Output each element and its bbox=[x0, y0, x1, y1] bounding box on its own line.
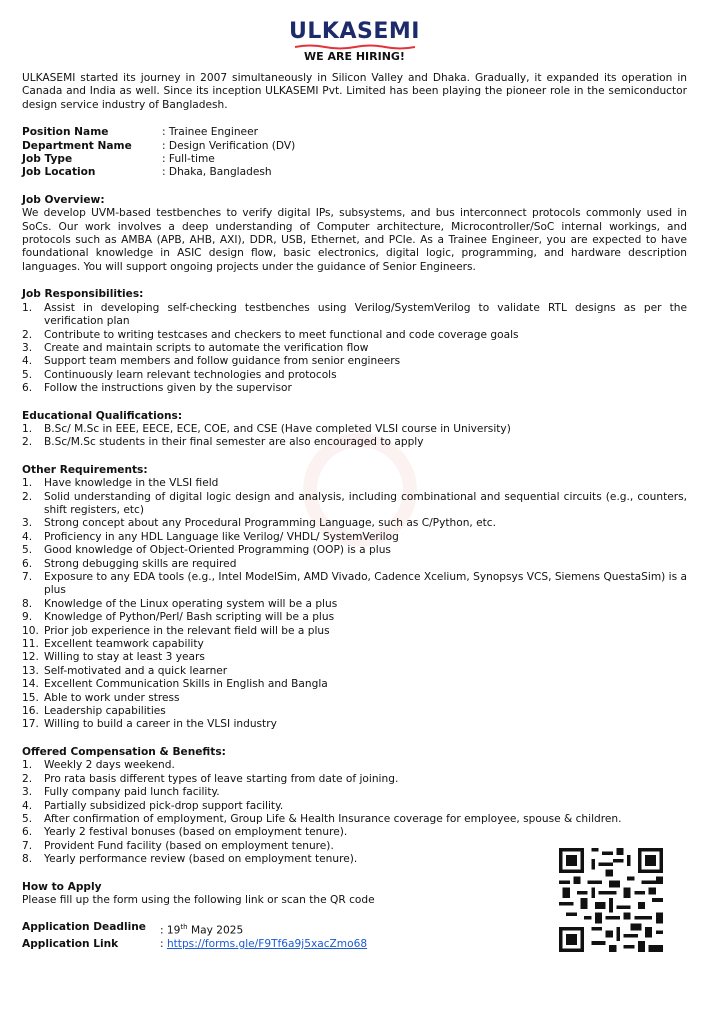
detail-value: : Full-time bbox=[162, 153, 215, 166]
overview-title: Job Overview: bbox=[22, 193, 105, 206]
list-item bbox=[22, 491, 687, 518]
list-item-number: 7. bbox=[22, 571, 33, 583]
list-item-text: Leadership capabilities bbox=[44, 705, 166, 718]
list-item bbox=[22, 342, 687, 355]
list-item-text: Weekly 2 days weekend. bbox=[44, 759, 175, 772]
list-item-text: Follow the instructions given by the supervisor bbox=[44, 382, 292, 395]
list-item-number: 5. bbox=[22, 368, 33, 381]
list-item bbox=[22, 705, 687, 718]
list-item bbox=[22, 692, 687, 705]
list-item-number: 6. bbox=[22, 557, 33, 570]
requirements-title: Other Requirements: bbox=[22, 463, 148, 476]
company-logo bbox=[0, 20, 709, 50]
list-item-text: Have knowledge in the VLSI field bbox=[44, 477, 219, 490]
list-item bbox=[22, 558, 687, 571]
list-item-text: Create and maintain scripts to automate the verification flow bbox=[44, 341, 369, 354]
list-item-number: 3. bbox=[22, 786, 33, 799]
logo-text: ULKASEMI bbox=[289, 19, 420, 44]
job-details bbox=[22, 126, 687, 180]
detail-value: : Trainee Engineer bbox=[162, 126, 258, 139]
list-item-text: Able to work under stress bbox=[44, 691, 180, 704]
list-item-text: Self-motivated and a quick learner bbox=[44, 664, 228, 677]
list-item bbox=[22, 436, 687, 449]
overview-text: We develop UVM-based testbenches to verify digital IPs, subsystems, and bus interconnect protocols commonly used in SoCs. Our work involves a deep understanding of Computer architecture, Microcontroller/SoC internal workings, and protocols such as AMBA (APB, AHB, AXI), DDR, USB, Ethernet, and PCIe. As a Trainee Engineer, you are expected to have foundational knowledge in ASIC design flow, basic electronics, digital logic, programming, and hardware description languages. You will support ongoing projects under the guidance of Senior Engineers. bbox=[22, 207, 687, 273]
posting-content bbox=[22, 72, 687, 952]
list-item-number: 2. bbox=[22, 490, 33, 503]
detail-key: Job Location bbox=[22, 166, 96, 179]
list-item-number: 1. bbox=[22, 477, 33, 490]
list-item-text: Exposure to any EDA tools (e.g., Intel ModelSim, AMD Vivado, Cadence Xcelium, Synopsys VCS, Siemens QuestaSim) is a plus bbox=[44, 571, 687, 597]
list-item-number: 12. bbox=[22, 651, 39, 664]
list-item-number: 9. bbox=[22, 611, 33, 624]
list-item-number: 2. bbox=[22, 436, 33, 449]
list-item-number: 3. bbox=[22, 341, 33, 354]
list-item-number: 17. bbox=[22, 718, 39, 731]
list-item bbox=[22, 571, 687, 598]
list-item-text: Yearly performance review (based on employment tenure). bbox=[44, 853, 358, 866]
list-item-number: 6. bbox=[22, 826, 33, 839]
list-item bbox=[22, 302, 687, 329]
list-item bbox=[22, 826, 687, 839]
detail-key: Job Type bbox=[22, 153, 73, 166]
list-item bbox=[22, 759, 687, 772]
list-item-text: Excellent Communication Skills in English and Bangla bbox=[44, 678, 328, 691]
list-item-number: 3. bbox=[22, 517, 33, 530]
list-item-text: Proficiency in any HDL Language like Verilog/ VHDL/ SystemVerilog bbox=[44, 530, 399, 543]
list-item bbox=[22, 665, 687, 678]
list-item-number: 4. bbox=[22, 355, 33, 368]
list-item bbox=[22, 355, 687, 368]
list-item bbox=[22, 813, 687, 826]
list-item-number: 4. bbox=[22, 530, 33, 543]
list-item bbox=[22, 718, 687, 731]
responsibilities-title: Job Responsibilities: bbox=[22, 288, 144, 301]
list-item bbox=[22, 544, 687, 557]
application-link[interactable]: https://forms.gle/F9Tf6a9j5xacZmo68 bbox=[166, 938, 368, 951]
list-item-text: Willing to stay at least 3 years bbox=[44, 651, 205, 664]
apply-title: How to Apply bbox=[22, 880, 102, 893]
benefits-title: Offered Compensation & Benefits: bbox=[22, 745, 226, 758]
list-item-number: 10. bbox=[22, 624, 39, 637]
list-item bbox=[22, 638, 687, 651]
list-item-number: 2. bbox=[22, 328, 33, 341]
list-item-number: 8. bbox=[22, 853, 33, 866]
list-item-text: Provident Fund facility (based on employment tenure). bbox=[44, 839, 334, 852]
deadline-month-year: May 2025 bbox=[187, 924, 244, 937]
list-item-number: 11. bbox=[22, 638, 39, 651]
list-item-number: 8. bbox=[22, 597, 33, 610]
list-item bbox=[22, 773, 687, 786]
list-item-text: Willing to build a career in the VLSI industry bbox=[44, 718, 277, 731]
list-item bbox=[22, 531, 687, 544]
list-item bbox=[22, 477, 687, 490]
list-item-number: 16. bbox=[22, 705, 39, 718]
detail-key: Position Name bbox=[22, 126, 109, 139]
list-item bbox=[22, 611, 687, 624]
list-item-text: Strong concept about any Procedural Programming Language, such as C/Python, etc. bbox=[44, 517, 497, 530]
list-item bbox=[22, 382, 687, 395]
list-item bbox=[22, 423, 687, 436]
list-item bbox=[22, 598, 687, 611]
link-label: Application Link bbox=[22, 938, 119, 951]
list-item-text: B.Sc/ M.Sc in EEE, EECE, ECE, COE, and CSE (Have completed VLSI course in University) bbox=[44, 422, 511, 435]
list-item-text: After confirmation of employment, Group Life & Health Insurance coverage for employee, spouse & children. bbox=[44, 812, 622, 825]
list-item-text: Contribute to writing testcases and checkers to meet functional and code coverage goals bbox=[44, 328, 519, 341]
list-item-number: 2. bbox=[22, 772, 33, 785]
hiring-banner: WE ARE HIRING! bbox=[304, 50, 405, 63]
list-item-number: 1. bbox=[22, 301, 33, 314]
deadline-suffix: th bbox=[180, 923, 188, 932]
list-item-number: 5. bbox=[22, 544, 33, 557]
list-item-number: 7. bbox=[22, 839, 33, 852]
list-item-number: 6. bbox=[22, 382, 33, 395]
list-item-text: Prior job experience in the relevant field will be a plus bbox=[44, 624, 330, 637]
detail-value: : Dhaka, Bangladesh bbox=[162, 166, 272, 179]
list-item bbox=[22, 786, 687, 799]
list-item bbox=[22, 651, 687, 664]
list-item-text: Fully company paid lunch facility. bbox=[44, 786, 220, 799]
list-item-text: B.Sc/M.Sc students in their final semester are also encouraged to apply bbox=[44, 436, 424, 449]
list-item-text: Strong debugging skills are required bbox=[44, 557, 237, 570]
list-item-text: Knowledge of Python/Perl/ Bash scripting will be a plus bbox=[44, 611, 335, 624]
education-list bbox=[22, 423, 687, 450]
deadline-label: Application Deadline bbox=[22, 921, 146, 934]
list-item-text: Knowledge of the Linux operating system will be a plus bbox=[44, 597, 338, 610]
list-item-text: Good knowledge of Object-Oriented Programming (OOP) is a plus bbox=[44, 544, 391, 557]
qr-code-icon[interactable] bbox=[559, 848, 663, 952]
list-item bbox=[22, 329, 687, 342]
list-item-text: Support team members and follow guidance from senior engineers bbox=[44, 355, 401, 368]
list-item-number: 1. bbox=[22, 422, 33, 435]
requirements-list bbox=[22, 477, 687, 732]
list-item-number: 13. bbox=[22, 664, 39, 677]
list-item bbox=[22, 678, 687, 691]
list-item-number: 4. bbox=[22, 799, 33, 812]
list-item bbox=[22, 800, 687, 813]
list-item-text: Pro rata basis different types of leave starting from date of joining. bbox=[44, 772, 399, 785]
list-item-text: Excellent teamwork capability bbox=[44, 638, 204, 651]
detail-key: Department Name bbox=[22, 139, 132, 152]
list-item bbox=[22, 517, 687, 530]
education-title: Educational Qualifications: bbox=[22, 409, 183, 422]
list-item-number: 1. bbox=[22, 759, 33, 772]
list-item-text: Continuously learn relevant technologies and protocols bbox=[44, 368, 337, 381]
apply-instructions: Please fill up the form using the following link or scan the QR code bbox=[22, 893, 375, 906]
responsibilities-list bbox=[22, 302, 687, 396]
list-item-number: 14. bbox=[22, 678, 39, 691]
list-item-text: Assist in developing self-checking testbenches using Verilog/SystemVerilog to validate RTL designs as per the verification plan bbox=[44, 301, 687, 328]
list-item-number: 15. bbox=[22, 691, 39, 704]
link-colon: : bbox=[160, 938, 167, 951]
list-item-text: Solid understanding of digital logic design and analysis, including combinational and sequential circuits (e.g., counters, shift registers, etc) bbox=[44, 490, 687, 516]
list-item bbox=[22, 369, 687, 382]
intro-paragraph: ULKASEMI started its journey in 2007 simultaneously in Silicon Valley and Dhaka. Gradually, it expanded its operation in Canada and India as well. Since its inception ULKASEMI Pvt. Limited has been playing the pioneer role in the semiconductor design service industry of Bangladesh. bbox=[22, 72, 687, 111]
list-item-text: Partially subsidized pick-drop support facility. bbox=[44, 799, 284, 812]
list-item-text: Yearly 2 festival bonuses (based on employment tenure). bbox=[44, 826, 348, 839]
deadline-day: : 19 bbox=[160, 924, 181, 937]
list-item bbox=[22, 625, 687, 638]
list-item-number: 5. bbox=[22, 812, 33, 825]
detail-value: : Design Verification (DV) bbox=[162, 139, 296, 152]
